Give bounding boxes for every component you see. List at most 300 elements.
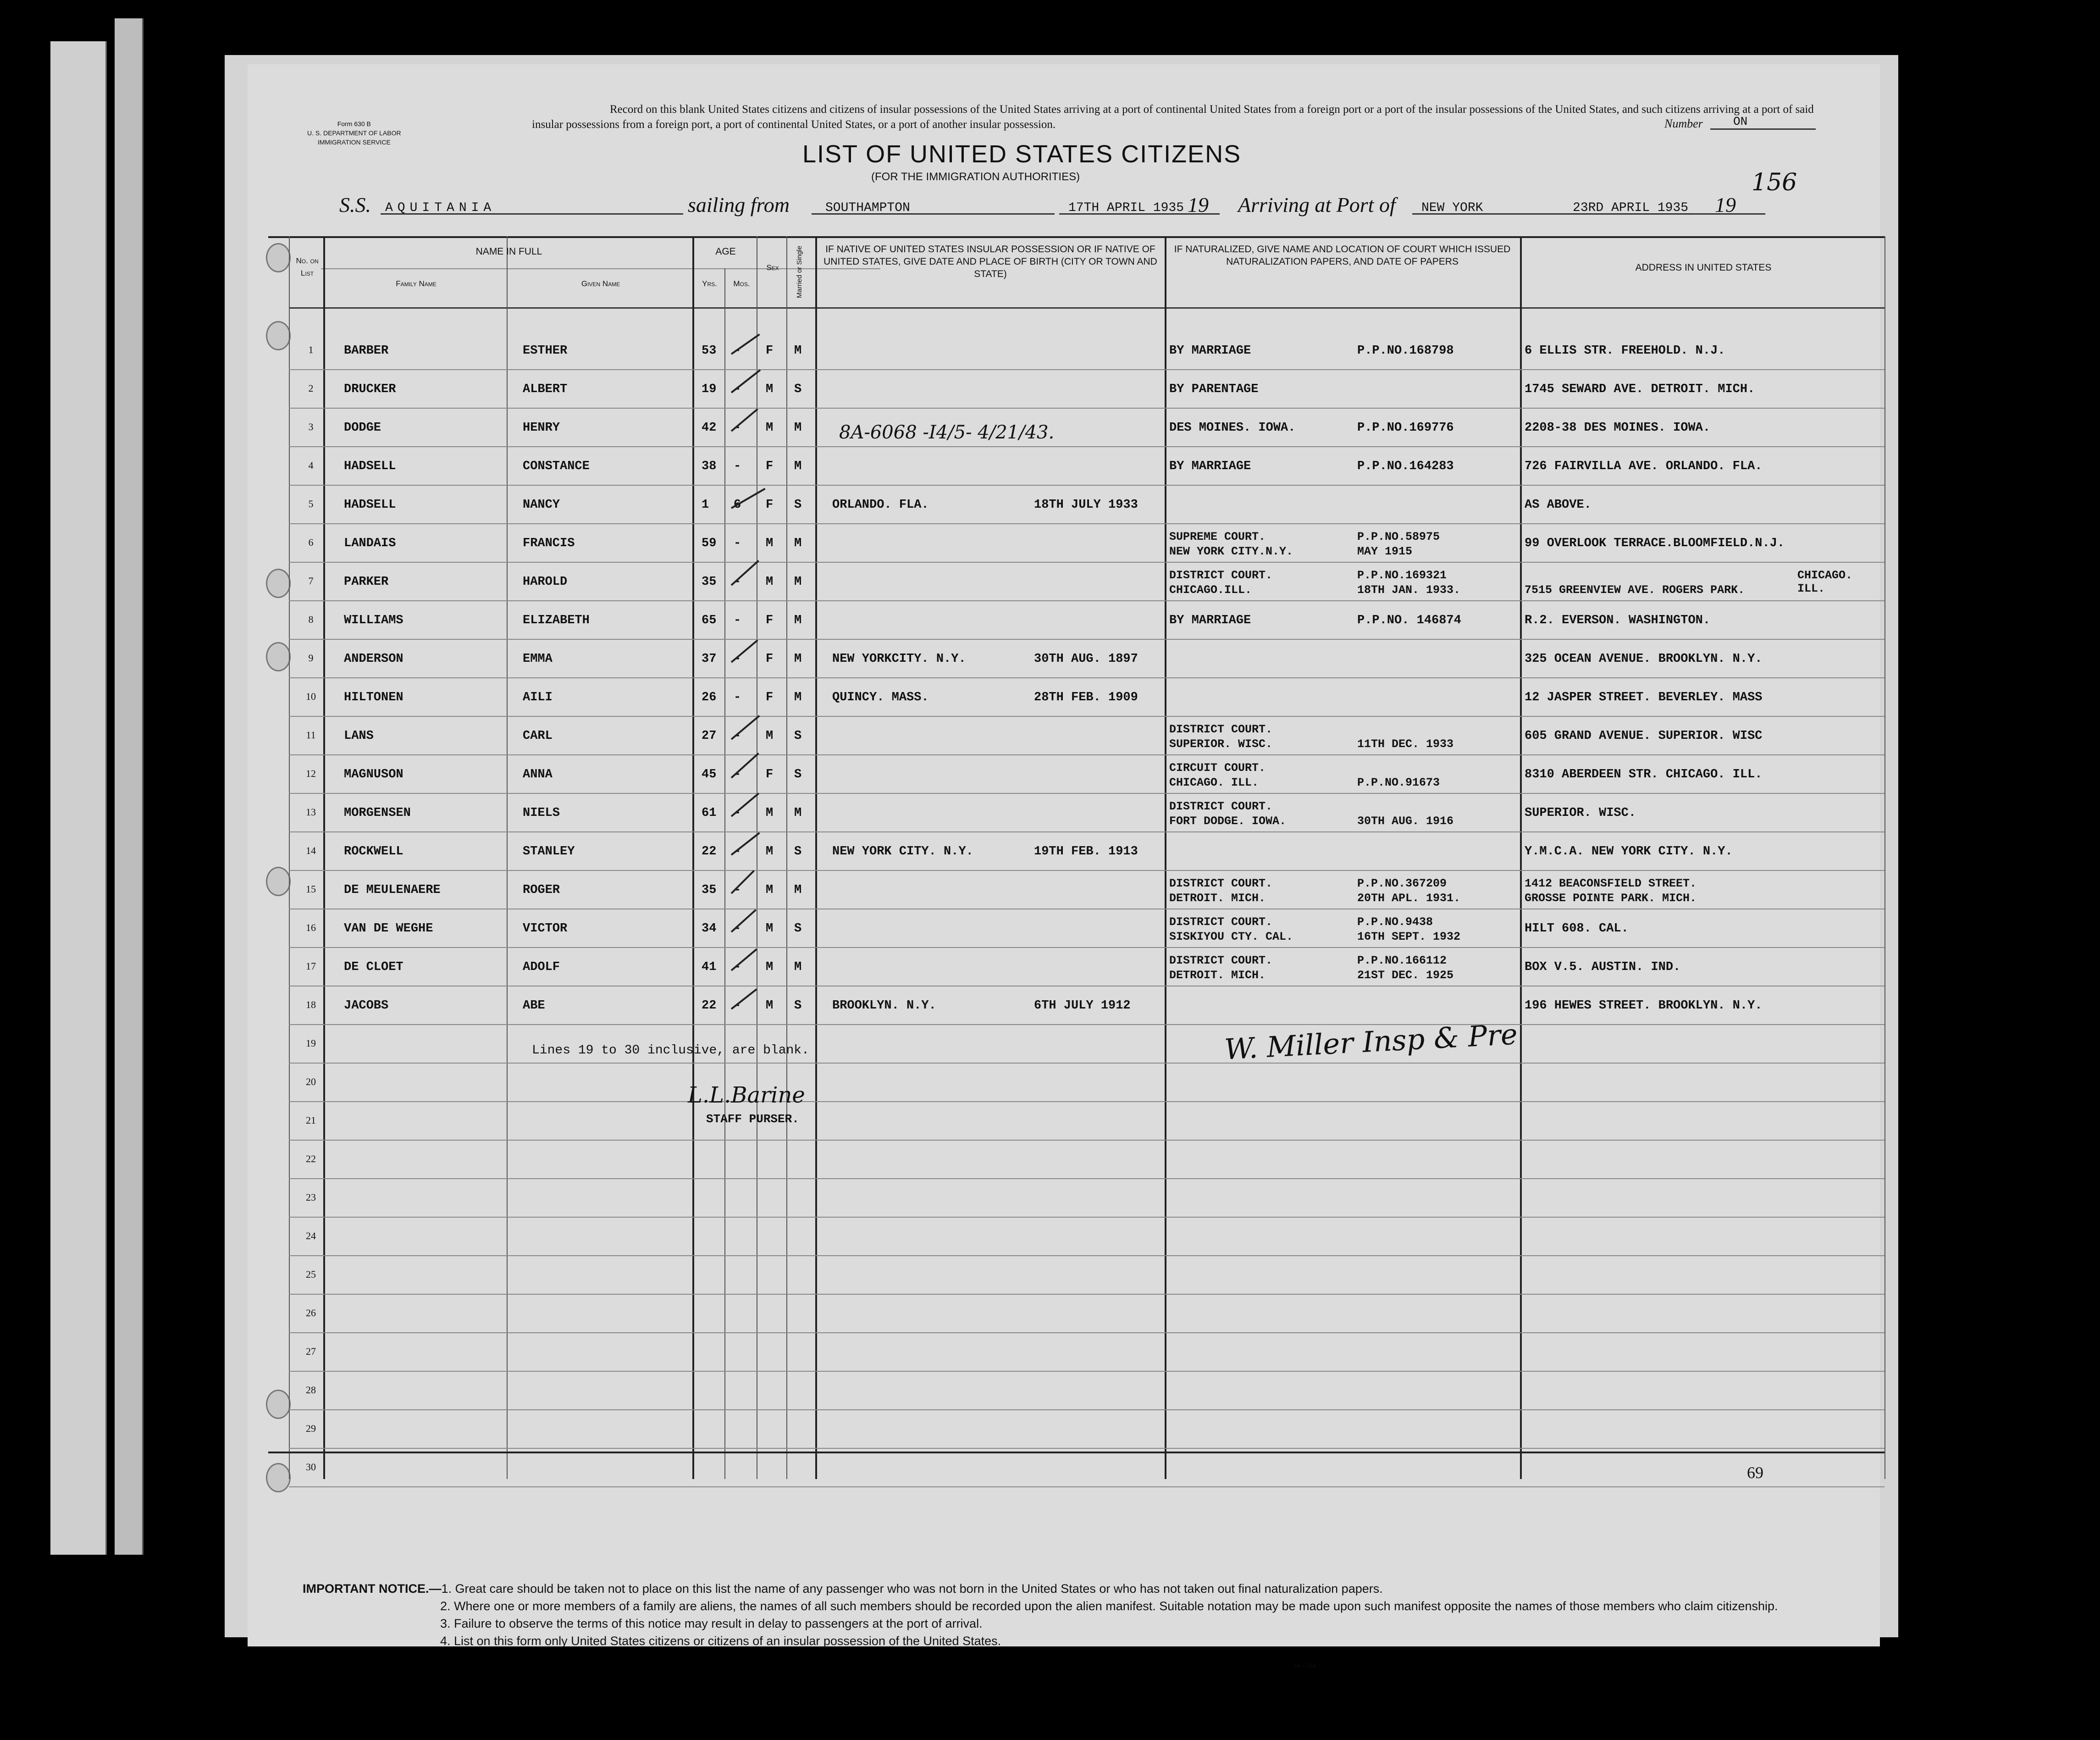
- col-rule: [1520, 236, 1522, 1479]
- naturalization-court: DES MOINES. IOWA.: [1169, 421, 1296, 435]
- sex: M: [766, 382, 774, 396]
- age-years: 59: [702, 537, 717, 550]
- ship-underline: [381, 213, 683, 215]
- papers-date: MAY 1915: [1357, 545, 1413, 558]
- papers-number: P.P.NO.367209: [1357, 877, 1447, 890]
- ledger-top-rule: [268, 236, 1884, 238]
- purser-signature: L.L.Barine: [688, 1082, 805, 1108]
- us-address: 1745 SEWARD AVE. DETROIT. MICH.: [1525, 382, 1755, 396]
- row-number: 17: [306, 960, 316, 972]
- family-name: DRUCKER: [344, 382, 396, 396]
- row-rule: [289, 1140, 1884, 1141]
- birth-place: NEW YORK CITY. N.Y.: [832, 845, 973, 859]
- us-address: 99 OVERLOOK TERRACE.BLOOMFIELD.N.J.: [1525, 537, 1785, 550]
- sail-date-underline: [1059, 213, 1220, 215]
- age-years: 22: [702, 845, 717, 859]
- family-name: HADSELL: [344, 460, 396, 473]
- check-tick-mark: [731, 832, 760, 855]
- row-rule: [289, 1024, 1884, 1025]
- row-number: 5: [308, 498, 314, 510]
- manifest-sheet: [248, 64, 1880, 1669]
- birth-date: 6TH JULY 1912: [1034, 999, 1131, 1013]
- given-name: ROGER: [523, 883, 560, 897]
- sex: F: [766, 768, 774, 781]
- papers-date: 16TH SEPT. 1932: [1357, 930, 1461, 943]
- age-years: 34: [702, 922, 717, 936]
- row-rule: [289, 446, 1884, 447]
- punch-hole: [266, 1390, 291, 1419]
- col-rule: [786, 236, 787, 1479]
- birth-place: QUINCY. MASS.: [832, 691, 929, 704]
- age-years: 35: [702, 883, 717, 897]
- check-tick-mark: [731, 792, 759, 817]
- us-address-line2: 7515 GREENVIEW AVE. ROGERS PARK.: [1525, 583, 1745, 597]
- naturalization-court-location: DETROIT. MICH.: [1169, 892, 1266, 905]
- row-number: 21: [306, 1114, 316, 1126]
- col-rule: [724, 268, 725, 1479]
- given-name: ESTHER: [523, 344, 568, 358]
- row-number: 25: [306, 1269, 316, 1280]
- given-name: ALBERT: [523, 382, 568, 396]
- age-months: -: [734, 691, 741, 704]
- us-address: BOX V.5. AUSTIN. IND.: [1525, 960, 1681, 974]
- us-address: 2208-38 DES MOINES. IOWA.: [1525, 421, 1711, 435]
- row-rule: [289, 1448, 1884, 1449]
- naturalization-court: BY MARRIAGE: [1169, 344, 1251, 358]
- row-rule: [289, 1486, 1884, 1487]
- naturalization-court: SUPREME COURT.: [1169, 530, 1266, 543]
- row-rule: [289, 523, 1884, 524]
- age-months: -: [734, 845, 741, 859]
- row-number: 28: [306, 1384, 316, 1396]
- sail-year-suffix: 19: [1188, 193, 1209, 216]
- punch-hole: [266, 1463, 291, 1492]
- row-rule: [289, 562, 1884, 563]
- papers-date: 20TH APL. 1931.: [1357, 892, 1461, 905]
- marital-status: M: [794, 652, 802, 666]
- header-yrs: Yrs.: [702, 279, 717, 288]
- family-name: HADSELL: [344, 498, 396, 512]
- us-address: CHICAGO. ILL.: [1797, 569, 1853, 595]
- row-rule: [289, 1255, 1884, 1256]
- family-name: WILLIAMS: [344, 614, 403, 627]
- age-years: 61: [702, 806, 717, 820]
- papers-number: P.P.NO.169776: [1357, 421, 1454, 435]
- notice-item-2: 2. Where one or more members of a family are aliens, the names of all such members should be recorded upon the alien manifest. Suitable notation may be made upon such manifest opposite the names of those members who claim citizenship.: [440, 1599, 1778, 1613]
- sex: M: [766, 883, 774, 897]
- row-number: 16: [306, 922, 316, 933]
- family-name: ROCKWELL: [344, 845, 403, 859]
- col-rule: [1165, 236, 1166, 1479]
- row-rule: [289, 870, 1884, 871]
- given-name: NANCY: [523, 498, 560, 512]
- ledger-bottom-rule: [268, 1452, 1884, 1453]
- row-number: 22: [306, 1153, 316, 1164]
- age-months: -: [734, 382, 741, 396]
- form-code: 14—314: [1293, 1662, 1315, 1669]
- marital-status: M: [794, 575, 802, 589]
- header-no-on-list: No. on List: [296, 256, 319, 277]
- row-rule: [289, 1332, 1884, 1333]
- age-years: 45: [702, 768, 717, 781]
- marital-status: M: [794, 960, 802, 974]
- row-rule: [289, 485, 1884, 486]
- row-rule: [289, 677, 1884, 678]
- sex: M: [766, 421, 774, 435]
- naturalization-court: BY MARRIAGE: [1169, 614, 1251, 627]
- header-family-name: Family Name: [396, 279, 437, 288]
- marital-status: S: [794, 999, 802, 1013]
- age-months: -: [734, 806, 741, 820]
- sex: M: [766, 999, 774, 1013]
- footer-page-number: 69: [1747, 1463, 1763, 1482]
- row-number: 9: [308, 652, 314, 664]
- marital-status: M: [794, 344, 802, 358]
- page-number: 156: [1752, 169, 1797, 196]
- naturalization-court-location: CHICAGO.ILL.: [1169, 583, 1252, 597]
- naturalization-court-location: NEW YORK CITY.N.Y.: [1169, 545, 1293, 558]
- sail-date: 17TH APRIL 1935: [1068, 201, 1184, 215]
- row-number: 4: [308, 460, 314, 471]
- row-number: 24: [306, 1230, 316, 1241]
- row-rule: [289, 947, 1884, 948]
- family-name: VAN DE WEGHE: [344, 922, 433, 936]
- given-name: EMMA: [523, 652, 553, 666]
- page-title: LIST OF UNITED STATES CITIZENS: [802, 140, 1242, 168]
- row-rule: [289, 369, 1884, 370]
- family-name: DE CLOET: [344, 960, 403, 974]
- ship-name: AQUITANIA: [385, 201, 496, 215]
- arrival-date: 23RD APRIL 1935: [1573, 201, 1689, 215]
- age-months: -: [734, 575, 741, 589]
- arrival-year-suffix: 19: [1715, 193, 1736, 216]
- blank-lines-note: Lines 19 to 30 inclusive, are blank.: [532, 1043, 809, 1058]
- family-name: HILTONEN: [344, 691, 403, 704]
- family-name: DODGE: [344, 421, 381, 435]
- age-years: 37: [702, 652, 717, 666]
- service: IMMIGRATION SERVICE: [317, 139, 391, 146]
- papers-date: 18TH JAN. 1933.: [1357, 583, 1461, 597]
- us-address: 196 HEWES STREET. BROOKLYN. N.Y.: [1525, 999, 1763, 1013]
- marital-status: M: [794, 806, 802, 820]
- marital-status: S: [794, 922, 802, 936]
- papers-number: P.P.NO.164283: [1357, 460, 1454, 473]
- age-years: 42: [702, 421, 717, 435]
- papers-number: P.P.NO.9438: [1357, 915, 1433, 929]
- row-rule: [289, 831, 1884, 832]
- papers-number: P.P.NO. 146874: [1357, 614, 1461, 627]
- us-address: 8310 ABERDEEN STR. CHICAGO. ILL.: [1525, 768, 1763, 781]
- age-months: -: [734, 999, 741, 1013]
- row-number: 10: [306, 691, 316, 702]
- department: U. S. DEPARTMENT OF LABOR: [307, 129, 401, 137]
- given-name: ABE: [523, 999, 545, 1013]
- sex: F: [766, 614, 774, 627]
- punch-hole: [266, 321, 291, 350]
- row-rule: [289, 793, 1884, 794]
- given-name: ANNA: [523, 768, 553, 781]
- family-name: LANDAIS: [344, 537, 396, 550]
- row-number: 1: [308, 344, 314, 355]
- us-address-line2: GROSSE POINTE PARK. MICH.: [1525, 892, 1697, 905]
- check-tick-mark: [731, 948, 757, 971]
- header-address: ADDRESS IN UNITED STATES: [1635, 262, 1772, 273]
- given-name: VICTOR: [523, 922, 568, 936]
- row2-annotation: 8A-6068 -I4/5- 4/21/43.: [839, 422, 1055, 443]
- age-years: 22: [702, 999, 717, 1013]
- age-months: -: [734, 768, 741, 781]
- us-address: 605 GRAND AVENUE. SUPERIOR. WISC: [1525, 729, 1763, 743]
- purser-title: STAFF PURSER.: [706, 1112, 799, 1126]
- family-name: PARKER: [344, 575, 389, 589]
- age-months: -: [734, 460, 741, 473]
- age-months: -: [734, 729, 741, 743]
- sex: F: [766, 652, 774, 666]
- papers-date: P.P.NO.91673: [1357, 776, 1440, 789]
- marital-status: M: [794, 421, 802, 435]
- adjacent-page-strip: [50, 41, 107, 1555]
- col-rule: [692, 236, 694, 1479]
- punch-hole: [266, 569, 291, 598]
- header-mos: Mos.: [733, 279, 750, 288]
- punch-hole: [266, 642, 291, 671]
- notice-item-1: 1. Great care should be taken not to place on this list the name of any passenger who was not born in the United States or who has not taken out final naturalization papers.: [441, 1582, 1383, 1596]
- check-tick-mark: [731, 639, 758, 663]
- us-address: 325 OCEAN AVENUE. BROOKLYN. N.Y.: [1525, 652, 1763, 666]
- row-number: 19: [306, 1037, 316, 1049]
- age-months: -: [734, 960, 741, 974]
- check-tick-mark: [731, 408, 758, 432]
- birth-date: 19TH FEB. 1913: [1034, 845, 1138, 859]
- row-rule: [289, 1409, 1884, 1410]
- age-years: 41: [702, 960, 717, 974]
- age-months: 6: [734, 498, 741, 512]
- us-address: 6 ELLIS STR. FREEHOLD. N.J.: [1525, 344, 1725, 358]
- row-number: 8: [308, 614, 314, 625]
- row-number: 11: [306, 729, 316, 741]
- sex: F: [766, 344, 774, 358]
- naturalization-court-location: DETROIT. MICH.: [1169, 969, 1266, 982]
- us-address: HILT 608. CAL.: [1525, 922, 1629, 936]
- family-name: MAGNUSON: [344, 768, 403, 781]
- row-number: 27: [306, 1346, 316, 1357]
- us-address: 12 JASPER STREET. BEVERLEY. MASS: [1525, 691, 1763, 704]
- port-to: NEW YORK: [1421, 201, 1483, 215]
- us-address: 1412 BEACONSFIELD STREET.: [1525, 877, 1697, 890]
- port-from-underline: [812, 213, 1055, 215]
- birth-place: NEW YORKCITY. N.Y.: [832, 652, 966, 666]
- row-number: 7: [308, 575, 314, 587]
- naturalization-court-location: SUPERIOR. WISC.: [1169, 737, 1273, 751]
- marital-status: S: [794, 382, 802, 396]
- row-rule: [289, 1217, 1884, 1218]
- naturalization-court: DISTRICT COURT.: [1169, 877, 1273, 890]
- family-name: BARBER: [344, 344, 389, 358]
- arriving-label: Arriving at Port of: [1238, 193, 1396, 216]
- punch-hole: [266, 867, 291, 896]
- naturalization-court: DISTRICT COURT.: [1169, 569, 1273, 582]
- row-rule: [289, 754, 1884, 755]
- check-tick-mark: [731, 753, 759, 779]
- sailing-label: sailing from: [688, 193, 790, 216]
- col-rule: [815, 236, 817, 1479]
- sex: M: [766, 729, 774, 743]
- age-months: -: [734, 883, 741, 897]
- papers-date: 21ST DEC. 1925: [1357, 969, 1454, 982]
- page-subtitle: (FOR THE IMMIGRATION AUTHORITIES): [871, 171, 1080, 183]
- header-name-in-full: NAME IN FULL: [475, 246, 542, 257]
- marital-status: M: [794, 691, 802, 704]
- row-rule: [289, 1101, 1884, 1102]
- row-number: 29: [306, 1423, 316, 1434]
- port-from: SOUTHAMPTON: [825, 201, 910, 215]
- birth-place: ORLANDO. FLA.: [832, 498, 929, 512]
- notice-line-1: [303, 1580, 1843, 1597]
- row-number: 3: [308, 421, 314, 432]
- sex: F: [766, 498, 774, 512]
- sex: M: [766, 575, 774, 589]
- sex: M: [766, 537, 774, 550]
- row-number: 23: [306, 1191, 316, 1203]
- inspector-signature: W. Miller Insp & Pre: [1223, 1017, 1519, 1066]
- row-number: 14: [306, 845, 316, 856]
- age-months: -: [734, 652, 741, 666]
- row-number: 30: [306, 1461, 316, 1473]
- naturalization-court-location: FORT DODGE. IOWA.: [1169, 815, 1287, 828]
- age-years: 35: [702, 575, 717, 589]
- birth-date: 18TH JULY 1933: [1034, 498, 1138, 512]
- arrival-year-underline: [1710, 213, 1765, 215]
- form-instructions: Record on this blank United States citizens and citizens of insular possessions of the United States arriving at a port of continental United States from a foreign port or a port of the insular possessions of the United States, and such citizens arriving at a port of said insular possessions from a foreign port, a port of continental United States, or a port of another insular possession.: [532, 103, 1814, 131]
- check-tick-mark: [731, 870, 755, 894]
- given-name: NIELS: [523, 806, 560, 820]
- naturalization-court: DISTRICT COURT.: [1169, 915, 1273, 929]
- number-value: ON: [1733, 115, 1748, 128]
- check-tick-mark: [731, 909, 757, 932]
- marital-status: S: [794, 498, 802, 512]
- given-name: AILI: [523, 691, 553, 704]
- row-number: 18: [306, 999, 316, 1010]
- family-name: LANS: [344, 729, 374, 743]
- notice-item-3: 3. Failure to observe the terms of this notice may result in delay to passengers at the port of arrival.: [440, 1617, 983, 1630]
- given-name: ADOLF: [523, 960, 560, 974]
- marital-status: M: [794, 460, 802, 473]
- age-years: 1: [702, 498, 709, 512]
- row-number: 6: [308, 537, 314, 548]
- birth-date: 30TH AUG. 1897: [1034, 652, 1138, 666]
- naturalization-court: BY PARENTAGE: [1169, 382, 1259, 396]
- age-months: -: [734, 922, 741, 936]
- col-rule: [289, 236, 290, 1479]
- header-sex: Sex: [766, 263, 779, 272]
- punch-hole: [266, 243, 291, 272]
- papers-number: P.P.NO.166112: [1357, 954, 1447, 967]
- family-name: DE MEULENAERE: [344, 883, 441, 897]
- row-rule: [289, 716, 1884, 717]
- row-number: 12: [306, 768, 316, 779]
- col-rule: [507, 236, 508, 1479]
- row-rule: [289, 639, 1884, 640]
- col-rule: [1884, 236, 1885, 1479]
- form-identifier: [307, 119, 401, 147]
- us-address: AS ABOVE.: [1525, 498, 1592, 512]
- row-rule: [289, 1063, 1884, 1064]
- naturalization-court: DISTRICT COURT.: [1169, 723, 1273, 736]
- header-married-single: Married or Single: [796, 245, 803, 298]
- notice-intro: IMPORTANT NOTICE.—: [303, 1582, 442, 1596]
- marital-status: M: [794, 883, 802, 897]
- family-name: JACOBS: [344, 999, 389, 1013]
- given-name: STANLEY: [523, 845, 575, 859]
- papers-date: 30TH AUG. 1916: [1357, 815, 1454, 828]
- form-number: Form 630 B: [337, 120, 371, 127]
- sex: F: [766, 691, 774, 704]
- us-address: Y.M.C.A. NEW YORK CITY. N.Y.: [1525, 845, 1733, 859]
- row-number: 26: [306, 1307, 316, 1319]
- age-years: 38: [702, 460, 717, 473]
- age-years: 26: [702, 691, 717, 704]
- header-native: IF NATIVE OF UNITED STATES INSULAR POSSESSION OR IF NATIVE OF UNITED STATES, GIVE DATE AND PLACE OF BIRTH (CITY OR TOWN AND STATE): [823, 244, 1157, 279]
- family-name: MORGENSEN: [344, 806, 411, 820]
- header-age: AGE: [715, 246, 736, 257]
- us-address: 726 FAIRVILLA AVE. ORLANDO. FLA.: [1525, 460, 1763, 473]
- naturalization-court: CIRCUIT COURT.: [1169, 761, 1266, 775]
- header-given-name: Given Name: [581, 279, 620, 288]
- sex: M: [766, 922, 774, 936]
- age-years: 27: [702, 729, 717, 743]
- age-months: -: [734, 537, 741, 550]
- row-rule: [289, 600, 1884, 601]
- ss-label: S.S.: [339, 193, 371, 216]
- given-name: CARL: [523, 729, 553, 743]
- row-number: 15: [306, 883, 316, 895]
- naturalization-court: DISTRICT COURT.: [1169, 800, 1273, 813]
- family-name: ANDERSON: [344, 652, 403, 666]
- naturalization-court-location: SISKIYOU CTY. CAL.: [1169, 930, 1293, 943]
- given-name: CONSTANCE: [523, 460, 590, 473]
- papers-number: P.P.NO.58975: [1357, 530, 1440, 543]
- adjacent-page-strip-2: [115, 18, 144, 1555]
- row-rule: [289, 408, 1884, 409]
- marital-status: M: [794, 537, 802, 550]
- row-number: 20: [306, 1076, 316, 1087]
- notice-item-4: 4. List on this form only United States citizens or citizens of an insular possession of the United States.: [440, 1634, 1001, 1648]
- marital-status: M: [794, 614, 802, 627]
- header-naturalized: IF NATURALIZED, GIVE NAME AND LOCATION OF COURT WHICH ISSUED NATURALIZATION PAPERS, AND DATE OF PAPERS: [1174, 244, 1511, 267]
- given-name: FRANCIS: [523, 537, 575, 550]
- age-months: -: [734, 614, 741, 627]
- age-years: 65: [702, 614, 717, 627]
- birth-place: BROOKLYN. N.Y.: [832, 999, 936, 1013]
- row-rule: [289, 1178, 1884, 1179]
- row-number: 13: [306, 806, 316, 818]
- marital-status: S: [794, 845, 802, 859]
- naturalization-court: DISTRICT COURT.: [1169, 954, 1273, 967]
- sex: F: [766, 460, 774, 473]
- sex: M: [766, 845, 774, 859]
- marital-status: S: [794, 768, 802, 781]
- sex: M: [766, 960, 774, 974]
- check-tick-mark: [731, 715, 760, 740]
- number-label: Number: [1664, 117, 1703, 130]
- sex: M: [766, 806, 774, 820]
- given-name: ELIZABETH: [523, 614, 590, 627]
- us-address: SUPERIOR. WISC.: [1525, 806, 1636, 820]
- naturalization-court-location: CHICAGO. ILL.: [1169, 776, 1259, 789]
- marital-status: S: [794, 729, 802, 743]
- important-notice: [303, 1580, 1843, 1650]
- given-name: HENRY: [523, 421, 560, 435]
